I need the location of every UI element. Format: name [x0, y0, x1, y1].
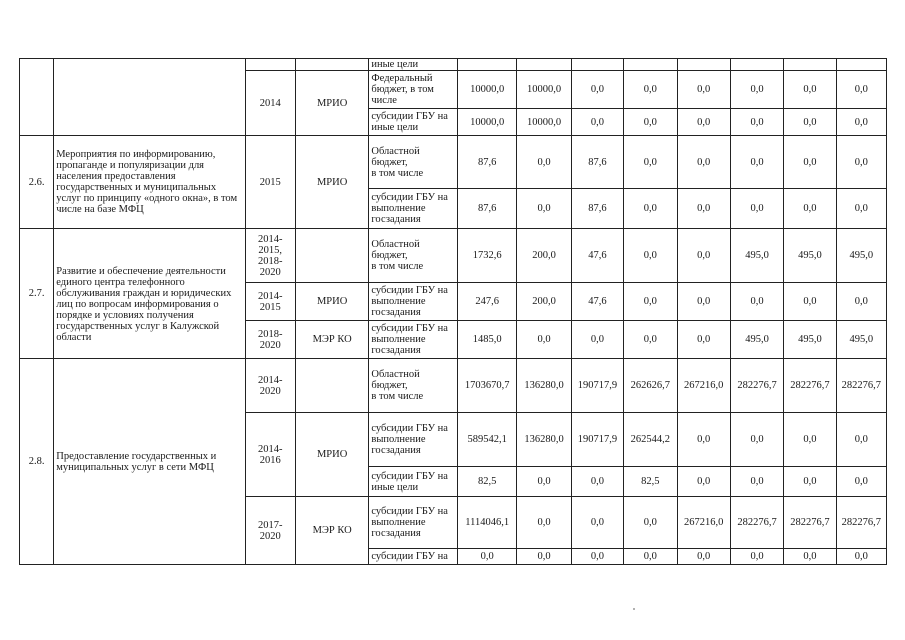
value-cell: 1732,6	[458, 229, 517, 283]
value-cell: 0,0	[677, 71, 730, 109]
activity-cell: Развитие и обеспечение деятельности единого центра телефонного обслуживания граждан и юридических лиц по вопросам информирования о порядке и условиях получения государственных услуг в Калужской области	[54, 229, 245, 359]
value-cell: 282276,7	[730, 359, 783, 413]
value-cell: 0,0	[677, 189, 730, 229]
value-cell: 0,0	[624, 71, 677, 109]
value-cell: 0,0	[571, 497, 623, 549]
value-cell: 0,0	[836, 71, 886, 109]
value-cell: 495,0	[836, 321, 886, 359]
value-cell: 87,6	[458, 189, 517, 229]
value-cell: 0,0	[784, 467, 836, 497]
value-cell	[517, 59, 571, 71]
value-cell: 0,0	[624, 497, 677, 549]
source-cell: субсидии ГБУ на выполнение госзадания	[369, 497, 458, 549]
value-cell: 282276,7	[784, 497, 836, 549]
value-cell: 589542,1	[458, 413, 517, 467]
value-cell: 0,0	[730, 71, 783, 109]
activity-cell: Мероприятия по информированию, пропаганде и популяризации для населения предоставления государственных и муниципальных услуг по принципу «одного окна», в том числе на базе МФЦ	[54, 136, 245, 229]
value-cell: 267216,0	[677, 359, 730, 413]
value-cell: 0,0	[730, 413, 783, 467]
source-cell: субсидии ГБУ на выполнение госзадания	[369, 189, 458, 229]
value-cell	[624, 59, 677, 71]
value-cell: 0,0	[784, 189, 836, 229]
value-cell: 0,0	[624, 283, 677, 321]
value-cell: 495,0	[836, 229, 886, 283]
value-cell: 0,0	[458, 549, 517, 565]
value-cell: 262544,2	[624, 413, 677, 467]
value-cell: 0,0	[677, 467, 730, 497]
value-cell: 0,0	[784, 549, 836, 565]
years-cell	[245, 59, 295, 71]
value-cell: 0,0	[730, 283, 783, 321]
executor-cell: МРИО	[295, 136, 369, 229]
value-cell: 10000,0	[458, 71, 517, 109]
source-cell: субсидии ГБУ на иные цели	[369, 467, 458, 497]
source-cell: Федеральный бюджет, в том числе	[369, 71, 458, 109]
value-cell	[458, 59, 517, 71]
value-cell: 282276,7	[836, 359, 886, 413]
years-cell: 2014	[245, 71, 295, 136]
value-cell: 0,0	[730, 189, 783, 229]
value-cell: 136280,0	[517, 359, 571, 413]
value-cell: 0,0	[624, 229, 677, 283]
source-cell: субсидии ГБУ на выполнение госзадания	[369, 283, 458, 321]
activity-cell	[54, 59, 245, 136]
source-cell: субсидии ГБУ на выполнение госзадания	[369, 413, 458, 467]
value-cell: 0,0	[677, 413, 730, 467]
value-cell: 0,0	[517, 467, 571, 497]
value-cell: 0,0	[730, 109, 783, 136]
value-cell	[836, 59, 886, 71]
value-cell: 0,0	[784, 136, 836, 189]
years-cell: 2014- 2016	[245, 413, 295, 497]
value-cell: 87,6	[458, 136, 517, 189]
value-cell: 87,6	[571, 189, 623, 229]
value-cell: 0,0	[836, 413, 886, 467]
years-cell: 2014- 2020	[245, 359, 295, 413]
value-cell: 247,6	[458, 283, 517, 321]
executor-cell	[295, 359, 369, 413]
value-cell: 0,0	[677, 109, 730, 136]
value-cell: 0,0	[836, 189, 886, 229]
row-number-cell: 2.6.	[20, 136, 54, 229]
value-cell: 0,0	[571, 321, 623, 359]
value-cell: 495,0	[730, 321, 783, 359]
value-cell: 200,0	[517, 283, 571, 321]
value-cell: 0,0	[730, 467, 783, 497]
value-cell: 0,0	[624, 549, 677, 565]
years-cell: 2015	[245, 136, 295, 229]
value-cell: 495,0	[784, 321, 836, 359]
value-cell: 495,0	[730, 229, 783, 283]
value-cell: 282276,7	[836, 497, 886, 549]
value-cell: 0,0	[836, 283, 886, 321]
value-cell: 0,0	[784, 283, 836, 321]
value-cell: 0,0	[517, 189, 571, 229]
value-cell: 0,0	[836, 136, 886, 189]
scan-speck	[633, 608, 635, 610]
value-cell: 82,5	[624, 467, 677, 497]
value-cell: 0,0	[571, 71, 623, 109]
executor-cell: МРИО	[295, 283, 369, 321]
value-cell: 262626,7	[624, 359, 677, 413]
value-cell: 190717,9	[571, 359, 623, 413]
value-cell	[730, 59, 783, 71]
value-cell: 10000,0	[517, 109, 571, 136]
row-number-cell: 2.7.	[20, 229, 54, 359]
value-cell: 1703670,7	[458, 359, 517, 413]
value-cell: 0,0	[571, 467, 623, 497]
source-cell: Областной бюджет, в том числе	[369, 229, 458, 283]
source-cell: иные цели	[369, 59, 458, 71]
value-cell: 0,0	[517, 136, 571, 189]
value-cell: 0,0	[784, 71, 836, 109]
value-cell: 0,0	[677, 229, 730, 283]
value-cell: 0,0	[517, 321, 571, 359]
value-cell: 1485,0	[458, 321, 517, 359]
source-cell: Областной бюджет, в том числе	[369, 359, 458, 413]
value-cell: 87,6	[571, 136, 623, 189]
value-cell: 200,0	[517, 229, 571, 283]
value-cell: 0,0	[730, 549, 783, 565]
value-cell	[784, 59, 836, 71]
value-cell: 495,0	[784, 229, 836, 283]
value-cell: 0,0	[624, 189, 677, 229]
executor-cell: МРИО	[295, 413, 369, 497]
years-cell: 2014- 2015, 2018- 2020	[245, 229, 295, 283]
value-cell: 0,0	[624, 321, 677, 359]
executor-cell	[295, 229, 369, 283]
value-cell: 0,0	[677, 136, 730, 189]
value-cell: 0,0	[517, 497, 571, 549]
value-cell: 0,0	[624, 109, 677, 136]
value-cell: 190717,9	[571, 413, 623, 467]
row-number-cell	[20, 59, 54, 136]
activity-cell: Предоставление государственных и муниципальных услуг в сети МФЦ	[54, 359, 245, 565]
value-cell: 10000,0	[517, 71, 571, 109]
value-cell: 10000,0	[458, 109, 517, 136]
executor-cell: МЭР КО	[295, 321, 369, 359]
value-cell: 0,0	[836, 467, 886, 497]
value-cell: 0,0	[677, 321, 730, 359]
value-cell: 267216,0	[677, 497, 730, 549]
value-cell: 47,6	[571, 229, 623, 283]
value-cell	[677, 59, 730, 71]
value-cell: 82,5	[458, 467, 517, 497]
years-cell: 2014- 2015	[245, 283, 295, 321]
value-cell: 0,0	[571, 109, 623, 136]
source-cell: субсидии ГБУ на	[369, 549, 458, 565]
value-cell: 0,0	[571, 549, 623, 565]
executor-cell: МЭР КО	[295, 497, 369, 565]
value-cell: 282276,7	[730, 497, 783, 549]
value-cell: 282276,7	[784, 359, 836, 413]
value-cell: 0,0	[624, 136, 677, 189]
source-cell: Областной бюджет, в том числе	[369, 136, 458, 189]
value-cell: 0,0	[836, 109, 886, 136]
row-number-cell: 2.8.	[20, 359, 54, 565]
value-cell: 0,0	[730, 136, 783, 189]
budget-table	[19, 58, 887, 565]
executor-cell: МРИО	[295, 71, 369, 136]
years-cell: 2018- 2020	[245, 321, 295, 359]
value-cell	[571, 59, 623, 71]
executor-cell	[295, 59, 369, 71]
value-cell: 0,0	[677, 283, 730, 321]
value-cell: 0,0	[517, 549, 571, 565]
value-cell: 1114046,1	[458, 497, 517, 549]
value-cell: 0,0	[836, 549, 886, 565]
value-cell: 136280,0	[517, 413, 571, 467]
source-cell: субсидии ГБУ на выполнение госзадания	[369, 321, 458, 359]
source-cell: субсидии ГБУ на иные цели	[369, 109, 458, 136]
value-cell: 0,0	[784, 413, 836, 467]
value-cell: 0,0	[677, 549, 730, 565]
years-cell: 2017- 2020	[245, 497, 295, 565]
value-cell: 47,6	[571, 283, 623, 321]
value-cell: 0,0	[784, 109, 836, 136]
